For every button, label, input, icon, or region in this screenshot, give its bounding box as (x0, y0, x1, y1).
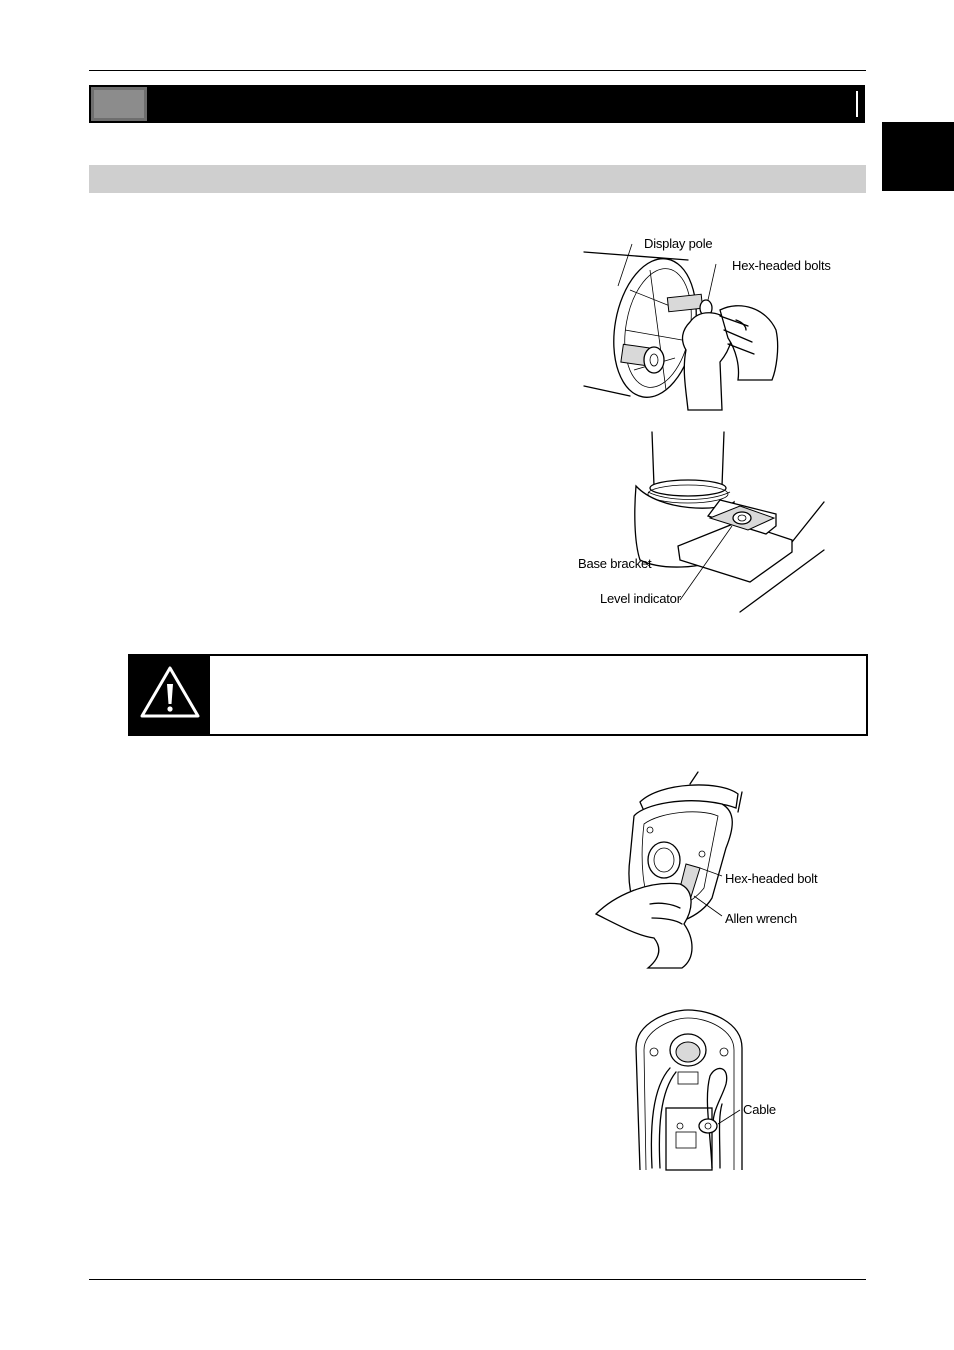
label-allen-wrench: Allen wrench (725, 911, 798, 926)
cable-illustration (630, 1008, 860, 1173)
figure-cable (630, 1008, 860, 1173)
label-hex-headed-bolt: Hex-headed bolt (725, 871, 818, 886)
warning-box (128, 654, 868, 736)
chapter-number-box (91, 87, 147, 121)
chapter-bar-edge-mark (856, 91, 858, 117)
bottom-rule (89, 1279, 866, 1280)
figure-allen-wrench (590, 768, 860, 978)
figure-base-bracket (570, 430, 860, 620)
label-cable: Cable (743, 1102, 776, 1117)
label-level-indicator: Level indicator (600, 591, 681, 606)
chapter-header-bar (89, 85, 865, 123)
figure-display-pole-bolts (570, 230, 860, 410)
section-header-bar (89, 165, 866, 193)
pole-bolts-illustration (570, 230, 860, 410)
label-base-bracket: Base bracket (578, 556, 652, 571)
top-rule (89, 70, 866, 71)
warning-triangle-icon (130, 656, 210, 734)
label-hex-headed-bolts: Hex-headed bolts (732, 258, 831, 273)
chapter-side-tab (882, 122, 954, 191)
label-display-pole: Display pole (644, 236, 713, 251)
warning-icon-panel (130, 656, 210, 734)
